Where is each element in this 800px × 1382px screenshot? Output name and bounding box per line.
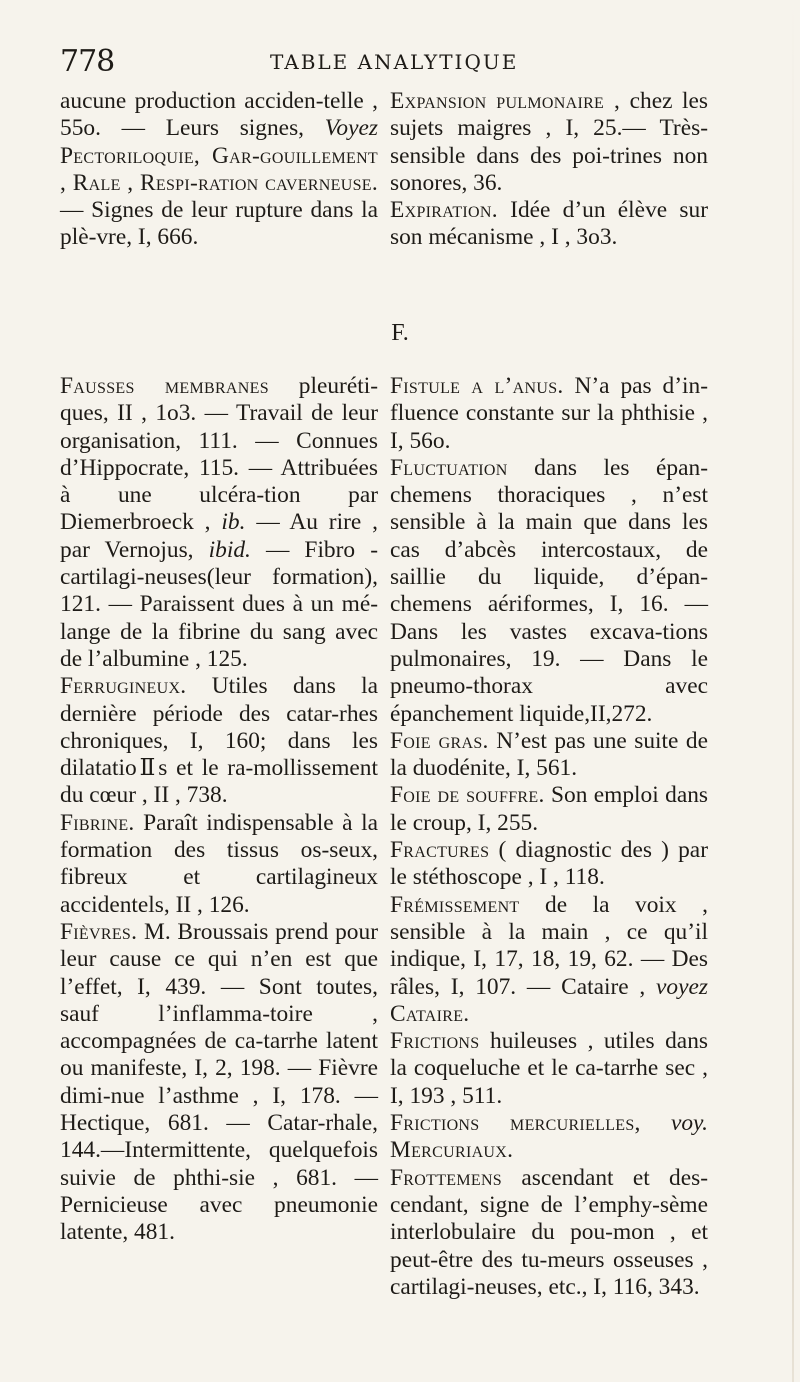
cross-reference: Pectoriloquie, Gar-gouillement , Rale , Respi-ration caverneuse. bbox=[60, 142, 378, 196]
entry-headword: Ferrugineux. bbox=[60, 673, 187, 700]
left-column-continuation bbox=[60, 88, 378, 252]
entry-italic: voy. bbox=[640, 1110, 708, 1137]
cross-reference: Mercuriaux. bbox=[390, 1137, 514, 1164]
entry-headword: Fractures bbox=[390, 837, 490, 864]
entry-headword: Fistule a l’anus. bbox=[390, 373, 564, 399]
right-column-continuation bbox=[390, 88, 708, 252]
entry-italic: ibid. bbox=[208, 536, 251, 563]
entry-text: ascendant et des-cendant, signe de l’emphy-sème interlobulaire du pou-mon , et peut-être des tu-meurs osseuses , cartilagi-neuses, etc., I, 116, 343. bbox=[390, 1164, 708, 1300]
entry-text: N’a pas d’in-fluence constante sur la phthisie , I, 56o. bbox=[390, 373, 709, 454]
entry-text: Utiles dans la dernière période des catar-rhes chroniques, I, 160; dans les dilatatioⅡs et le ra-mollissement du cœur , II , 738. bbox=[60, 673, 378, 809]
index-entry bbox=[390, 455, 708, 728]
index-entry bbox=[60, 810, 378, 919]
index-entry bbox=[60, 919, 378, 1247]
index-entry bbox=[390, 1165, 708, 1301]
entry-headword: Fluctuation bbox=[390, 454, 508, 481]
index-entry bbox=[390, 1028, 708, 1110]
left-column bbox=[60, 373, 378, 1247]
entry-headword: Frottemens bbox=[390, 1164, 503, 1191]
page-header bbox=[60, 44, 710, 79]
entry-headword: Frictions bbox=[390, 1028, 480, 1055]
running-title: TABLE ANALYTIQUE bbox=[270, 50, 519, 74]
entry-text: — Fibro - cartilagi-neuses(leur formation), 121. — Paraissent dues à un mé-lange de la fibrine du sang avec de l’albumine , 125. bbox=[60, 536, 378, 672]
index-entry bbox=[390, 892, 708, 1028]
entry-text: dans les épan-chemens thoraciques , n’est sensible à la main que dans les cas d’abcès intercostaux, de saillie du liquide, d’épan-chemens aériformes, I, 16. — Dans les vastes excava-tions pulmonaires, 19. — Dans le pneumo-thorax avec épanchement liquide,II,272. bbox=[390, 454, 708, 727]
entry-headword: Expiration. bbox=[390, 197, 498, 224]
entry-headword: Fibrine. bbox=[60, 809, 135, 836]
entry-italic: voyez bbox=[656, 973, 708, 1000]
entry-text: Idée d’un élève sur son mécanisme , I , 3o3. bbox=[390, 197, 708, 251]
entry-text: huileuses , utiles dans la coqueluche et le ca-tarrhe sec , I, 193 , 511. bbox=[390, 1028, 708, 1109]
index-entry bbox=[60, 673, 378, 809]
entry-text: pleuréti-ques, II , 1o3. — Travail de leur organisation, 111. — Connues d’Hippocrate, 115. — Attribuées à une ulcéra-tion par Diemerbroeck , bbox=[60, 373, 378, 536]
entry-italic: ib. bbox=[221, 509, 246, 536]
entry-text: Paraît indispensable à la formation des tissus os-seux, fibreux et cartilagineux accidentels, II , 126. bbox=[60, 809, 378, 918]
index-entry bbox=[390, 1110, 708, 1165]
entry-headword: Frémissement bbox=[390, 891, 520, 918]
index-entry bbox=[390, 197, 708, 252]
index-entry bbox=[60, 373, 378, 673]
index-entry bbox=[390, 88, 708, 197]
section-letter: F. bbox=[391, 320, 409, 346]
index-entry bbox=[390, 373, 708, 455]
entry-text: M. Broussais prend pour leur cause ce qui n’en est que l’effet, I, 439. — Sont toutes, sauf l’inflamma-toire , accompagnées de ca-tarrhe latent ou manifeste, I, 2, 198. — Fièvre dimi-nue l’asthme , I, 178. — Hectique, 681. — Catar-rhale, 144.—Intermittente, quelquefois suivie de phthi-sie , 681. —Pernicieuse avec pneumonie latente, 481. bbox=[60, 918, 378, 1246]
entry-text: — Signes de leur rupture dans la plè-vre, I, 666. bbox=[60, 197, 378, 251]
entry-headword: Fièvres. bbox=[60, 918, 138, 945]
entry-text: Son emploi dans le croup, I, 255. bbox=[390, 782, 708, 836]
entry-headword: Frictions mercurielles, bbox=[390, 1110, 641, 1137]
page-edge-shadow bbox=[792, 0, 794, 1382]
index-entry bbox=[390, 728, 708, 783]
see-also-label: Voyez bbox=[324, 115, 378, 142]
entry-text: aucune production acciden-telle , 55o. — Leurs signes, bbox=[60, 88, 378, 142]
right-column bbox=[390, 373, 708, 1301]
index-entry bbox=[390, 837, 708, 892]
entry-text: N’est pas une suite de la duodénite, I, 561. bbox=[390, 727, 709, 782]
index-entry bbox=[60, 88, 378, 252]
entry-headword: Foie gras. bbox=[390, 727, 489, 754]
entry-headword: Expansion pulmonaire , bbox=[390, 88, 621, 114]
entry-text: chez les sujets maigres , I, 25.— Très-sensible dans des poi-trines non sonores, 36. bbox=[390, 88, 708, 196]
entry-headword: Fausses membranes bbox=[60, 373, 269, 399]
entry-text: ( diagnostic des ) par le stéthoscope , I , 118. bbox=[390, 837, 708, 891]
cross-reference: Cataire. bbox=[390, 1000, 470, 1027]
entry-text: de la voix , sensible à la main , ce qu’il indique, I, 17, 18, 19, 62. — Des râles, I, 107. — Cataire , bbox=[390, 891, 708, 1000]
page-number: 778 bbox=[60, 44, 115, 79]
entry-headword: Foie de souffre. bbox=[390, 782, 545, 809]
index-entry bbox=[390, 782, 708, 837]
entry-text: — Au rire , par Vernojus, bbox=[60, 509, 378, 563]
